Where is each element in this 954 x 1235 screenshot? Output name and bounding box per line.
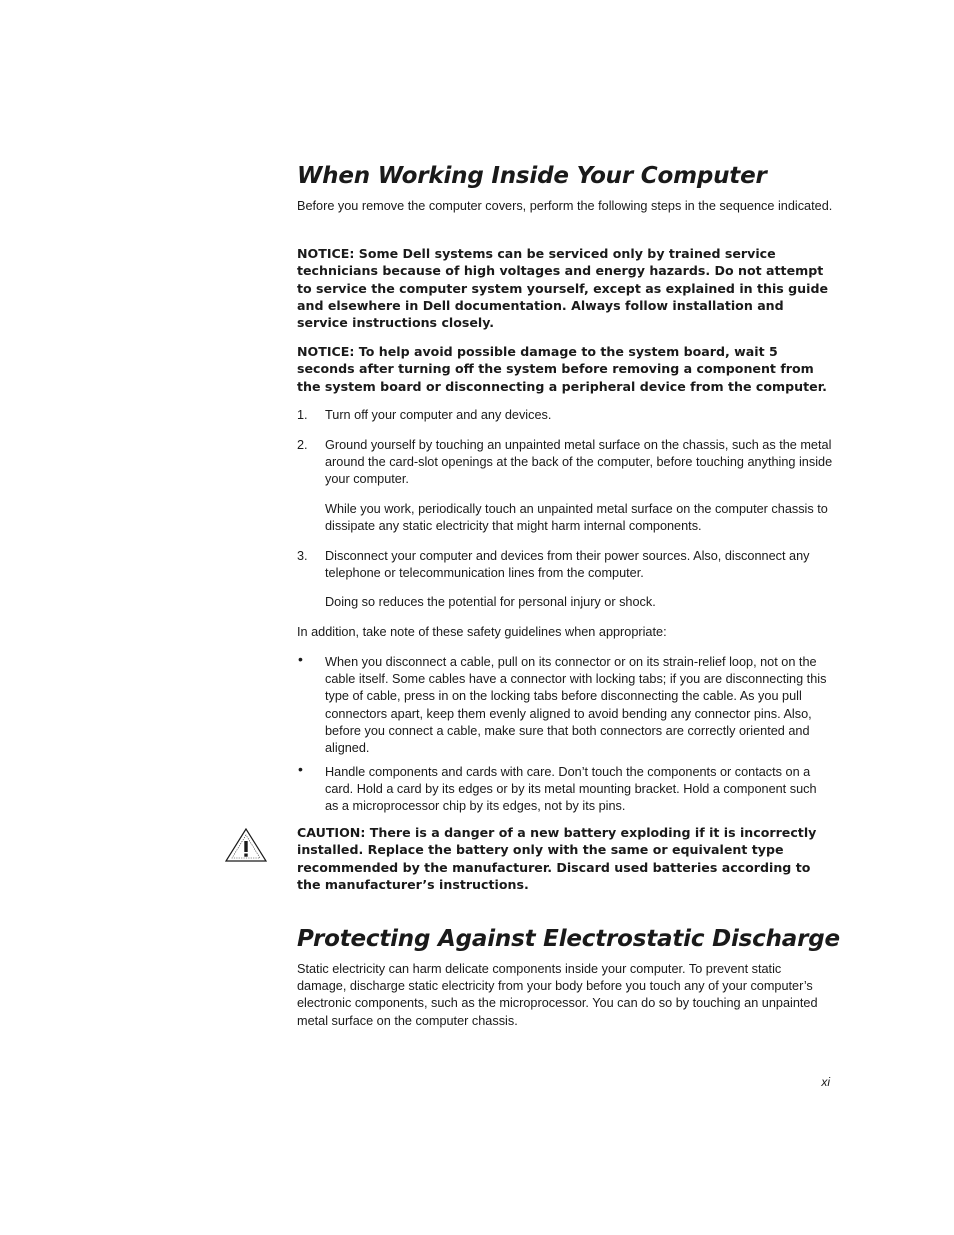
bullet-icon: •: [298, 761, 303, 777]
caution-battery: CAUTION: There is a danger of a new battery exploding if it is incorrectly installed. Replace the battery only with the same or equivalent type recommended by the manufacturer. Discard used batteries according to the manufacturer’s instructions.: [297, 825, 817, 892]
step-number: 2.: [297, 438, 308, 452]
page-number: xi: [821, 1075, 830, 1089]
section-heading-working-inside: When Working Inside Your Computer: [297, 163, 767, 189]
step-note-text: Doing so reduces the potential for personal injury or shock.: [325, 595, 656, 609]
warning-triangle-icon: [224, 827, 268, 863]
step-number: 3.: [297, 549, 308, 563]
bullet-icon: •: [298, 651, 303, 667]
step-note-text: While you work, periodically touch an unpainted metal surface on the computer chassis to dissipate any static electricity that might harm internal components.: [325, 502, 828, 534]
bullet-text: When you disconnect a cable, pull on its connector or on its strain-relief loop, not on the cable itself. Some cables have a connector with locking tabs; if you are disconnecting this type of cable, press in on the locking tabs before disconnecting the cable. As you pull connectors apart, keep them evenly aligned to avoid bending any connector pins. Also, before you connect a cable, make sure that both connectors are correctly oriented and aligned.: [325, 655, 827, 756]
esd-paragraph: Static electricity can harm delicate components inside your computer. To prevent static damage, discharge static electricity from your body before you touch any of your computer’s electronic components, such as the microprocessor. You can do so by touching an unpainted metal surface on the computer chassis.: [297, 962, 818, 1028]
step-text: Turn off your computer and any devices.: [325, 408, 552, 422]
safety-guidelines-intro: In addition, take note of these safety guidelines when appropriate:: [297, 625, 667, 639]
step-number: 1.: [297, 408, 308, 422]
notice-system-board: NOTICE: To help avoid possible damage to the system board, wait 5 seconds after turning off the system before removing a component from the system board or disconnecting a peripheral device from the computer.: [297, 344, 827, 394]
step-text: Ground yourself by touching an unpainted metal surface on the chassis, such as the metal around the card-slot openings at the back of the computer, before touching anything inside your computer.: [325, 438, 833, 487]
bullet-text: Handle components and cards with care. Don’t touch the components or contacts on a card. Hold a card by its edges or by its metal mounting bracket. Hold a component such as a microprocessor chip by its edges, not by its pins.: [325, 765, 817, 814]
section-heading-esd: Protecting Against Electrostatic Discharge: [297, 926, 840, 952]
intro-paragraph: Before you remove the computer covers, perform the following steps in the sequence indicated.: [297, 199, 833, 213]
notice-service-technicians: NOTICE: Some Dell systems can be serviced only by trained service technicians because of high voltages and energy hazards. Do not attempt to service the computer system yourself, except as explained in this guide and elsewhere in Dell documentation. Always follow installation and service instructions closely.: [297, 246, 829, 331]
step-text: Disconnect your computer and devices from their power sources. Also, disconnect any telephone or telecommunication lines from the computer.: [325, 549, 810, 581]
